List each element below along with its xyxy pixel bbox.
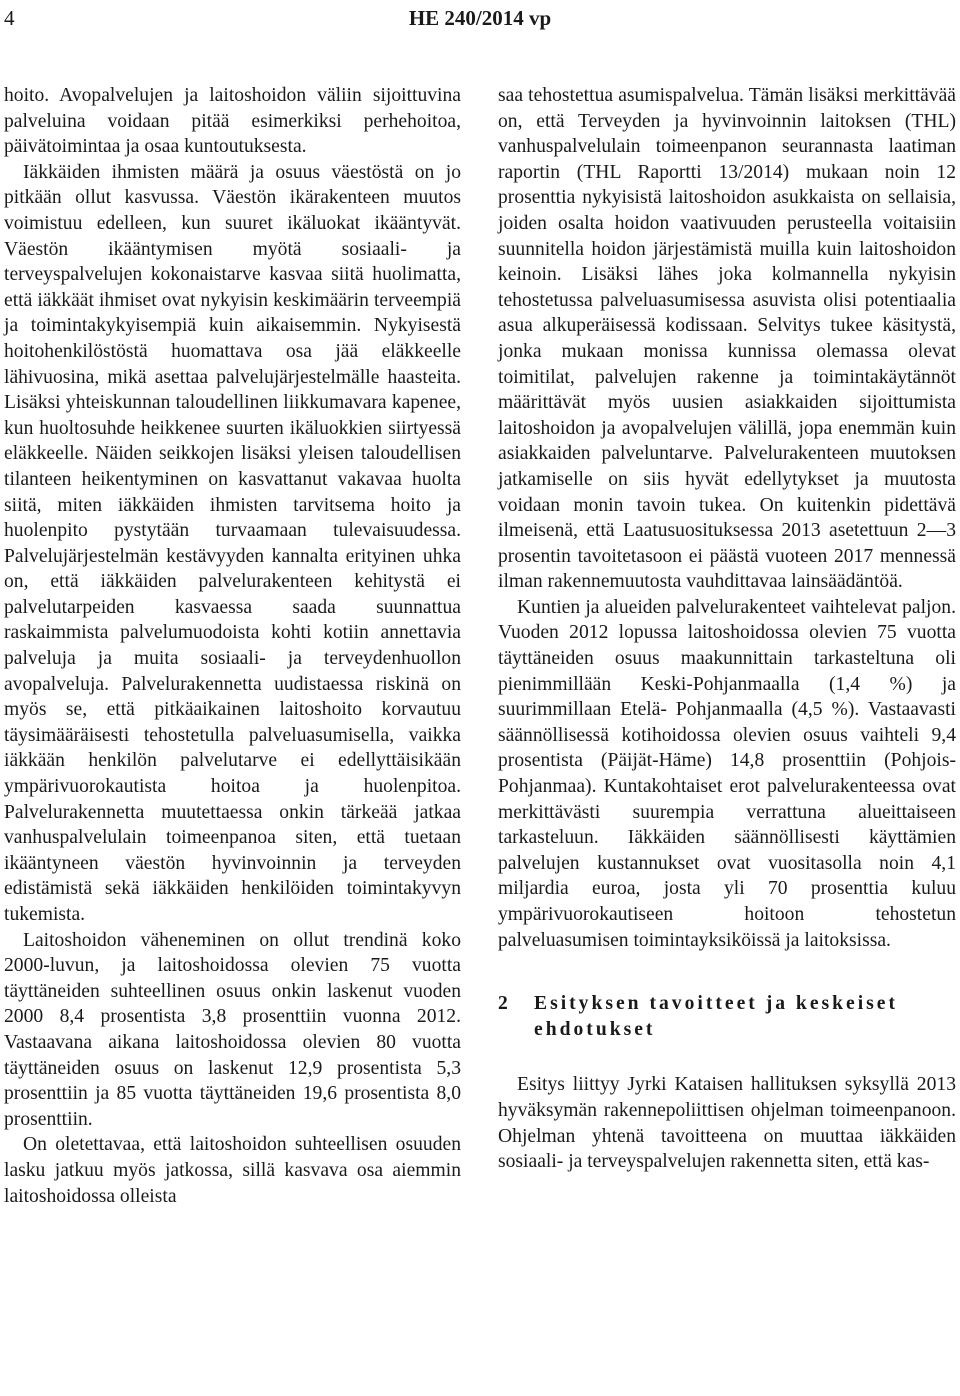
right-column: [498, 83, 956, 1175]
page-number: 4: [4, 6, 15, 30]
paragraph: Esitys liittyy Jyrki Kataisen hallituksen syksyllä 2013 hyväksymän rakennepoliittisen ohjelman toimeenpanoon. Ohjelman yhtenä tavoitteena on muuttaa iäkkäiden sosiaali- ja terveyspalvelujen rakennetta siten, että kas-: [498, 1074, 956, 1173]
page-header: [0, 0, 960, 40]
document-id: HE 240/2014 vp: [408, 6, 552, 30]
section-heading: [498, 991, 956, 1042]
paragraph: saa tehostettua asumispalvelua. Tämän lisäksi merkittävää on, että Terveyden ja hyvinvoinnin laitoksen (THL) vanhuspalvelulain toimeenpanon seurannasta laatiman raportin (THL Raportti 13/2014) mukaan noin 12 prosenttia nykyisistä laitoshoidon asukkaista on sellaisia, joiden osalta hoidon vaativuuden perusteella voitaisiin suunnitella hoidon järjestämistä muilla kuin laitoshoidon keinoin. Lisäksi lähes joka kolmannella nykyisin tehostetussa palveluasumisessa asuvista olisi potentiaalia asua alkuperäisessä kodissaan. Selvitys tukee käsitystä, jonka mukaan monissa kunnissa olemassa olevat toimitilat, palvelujen rakenne ja toimintakäytännöt määrittävät myös uusien asiakkaiden sijoittumista laitoshoidon ja avopalvelujen välillä, jopa enemmän kuin asiakkaiden palveluntarve. Palvelurakenteen muutoksen jatkamiselle on siis hyvät edellytykset ja muutosta voidaan monin tavoin tukea. On kuitenkin pidettävä ilmeisenä, että Laatusuosituksessa 2013 asetettuun 2—3 prosentin tavoitetasoon ei päästä vuoteen 2017 mennessä ilman rakennemuutosta vauhdittavaa lainsäädäntöä.: [498, 85, 956, 593]
section-title: Esityksen tavoitteet ja keskeiset ehdotukset: [534, 993, 899, 1040]
left-column: [4, 83, 461, 1209]
paragraph: On oletettavaa, että laitoshoidon suhteellisen osuuden lasku jatkuu myös jatkossa, sillä kasvava osa aiemmin laitoshoidossa olleista: [4, 1134, 461, 1207]
section-number: 2: [498, 993, 508, 1015]
paragraph: Kuntien ja alueiden palvelurakenteet vaihtelevat paljon. Vuoden 2012 lopussa laitoshoidossa olevien 75 vuotta täyttäneiden osuus maakunnittain tarkasteltuna oli pienimmillään Keski-Pohjanmaalla (1,4 %) ja suurimmillaan Etelä- Pohjanmaalla (4,5 %). Vastaavasti säännöllisessä kotihoidossa olevien osuus vaihteli 9,4 prosentista (Päijät-Häme) 14,8 prosenttiin (Pohjois-Pohjanmaa). Kuntakohtaiset erot palvelurakenteessa ovat merkittävästi suurempia verrattuna alueittaiseen tarkasteluun. Iäkkäiden säännöllisesti käyttämien palvelujen kustannukset ovat vuositasolla noin 4,1 miljardia euroa, josta yli 70 prosenttia kuluu ympärivuorokautiseen hoitoon tehostetun palveluasumisen toimintayksiköissä ja laitoksissa.: [498, 596, 956, 951]
paragraph: Iäkkäiden ihmisten määrä ja osuus väestöstä on jo pitkään ollut kasvussa. Väestön ikärakenteen muutos voimistuu edelleen, kun suuret ikäluokat ikääntyvät. Väestön ikääntymisen myötä sosiaali- ja terveyspalvelujen kokonaistarve kasvaa siitä huolimatta, että iäkkäät ihmiset ovat nykyisin keskimäärin terveempiä ja toimintakykyisempiä kuin aikaisemmin. Nykyisestä hoitohenkilöstöstä huomattava osa jää eläkkeelle lähivuosina, mikä asettaa palvelujärjestelmälle haasteita. Lisäksi yhteiskunnan taloudellinen liikkumavara kapenee, kun huoltosuhde heikkenee suurten ikäluokkien siirtyessä eläkkeelle. Näiden seikkojen lisäksi yleisen taloudellisen tilanteen heikentyminen on kasvattanut vakavaa huolta siitä, miten iäkkäiden ihmisten tarvitsema hoito ja huolenpito pystytään turvaamaan tulevaisuudessa. Palvelujärjestelmän kestävyyden kannalta erityinen uhka on, että iäkkäiden palvelurakenteen kehitystä ei palvelutarpeiden kasvaessa saada suunnattua raskaimmista palvelumuodoista kohti kotiin annettavia palveluja ja muita sosiaali- ja terveydenhuollon avopalveluja. Palvelurakennetta uudistaessa riskinä on myös se, että pitkäaikainen laitoshoito korvautuu täysimääräisesti tehostetulla palveluasumisella, vaikka iäkkään henkilön palvelutarve ei edellyttäisikään ympärivuorokautista hoitoa ja huolenpitoa. Palvelurakennetta muutettaessa onkin tärkeää jatkaa vanhuspalvelulain toimeenpanoa siten, että tuetaan ikääntyneen väestön hyvinvoinnin ja terveyden edistämistä sekä iäkkäiden henkilöiden toimintakyvyn tukemista.: [4, 161, 461, 925]
paragraph: Laitoshoidon väheneminen on ollut trendinä koko 2000-luvun, ja laitoshoidossa olevien 75 vuotta täyttäneiden suhteellinen osuus onkin laskenut vuoden 2000 8,4 prosentista 3,8 prosenttiin vuonna 2012. Vastaavana aikana laitoshoidossa olevien 80 vuotta täyttäneiden osuus on laskenut 12,9 prosentista 5,3 prosenttiin ja 85 vuotta täyttäneiden 19,6 prosentista 8,0 prosenttiin.: [4, 929, 461, 1130]
paragraph: hoito. Avopalvelujen ja laitoshoidon väliin sijoittuvina palveluina voidaan pitää esimerkiksi perhehoitoa, päivätoimintaa ja osaa kuntoutuksesta.: [4, 85, 461, 158]
